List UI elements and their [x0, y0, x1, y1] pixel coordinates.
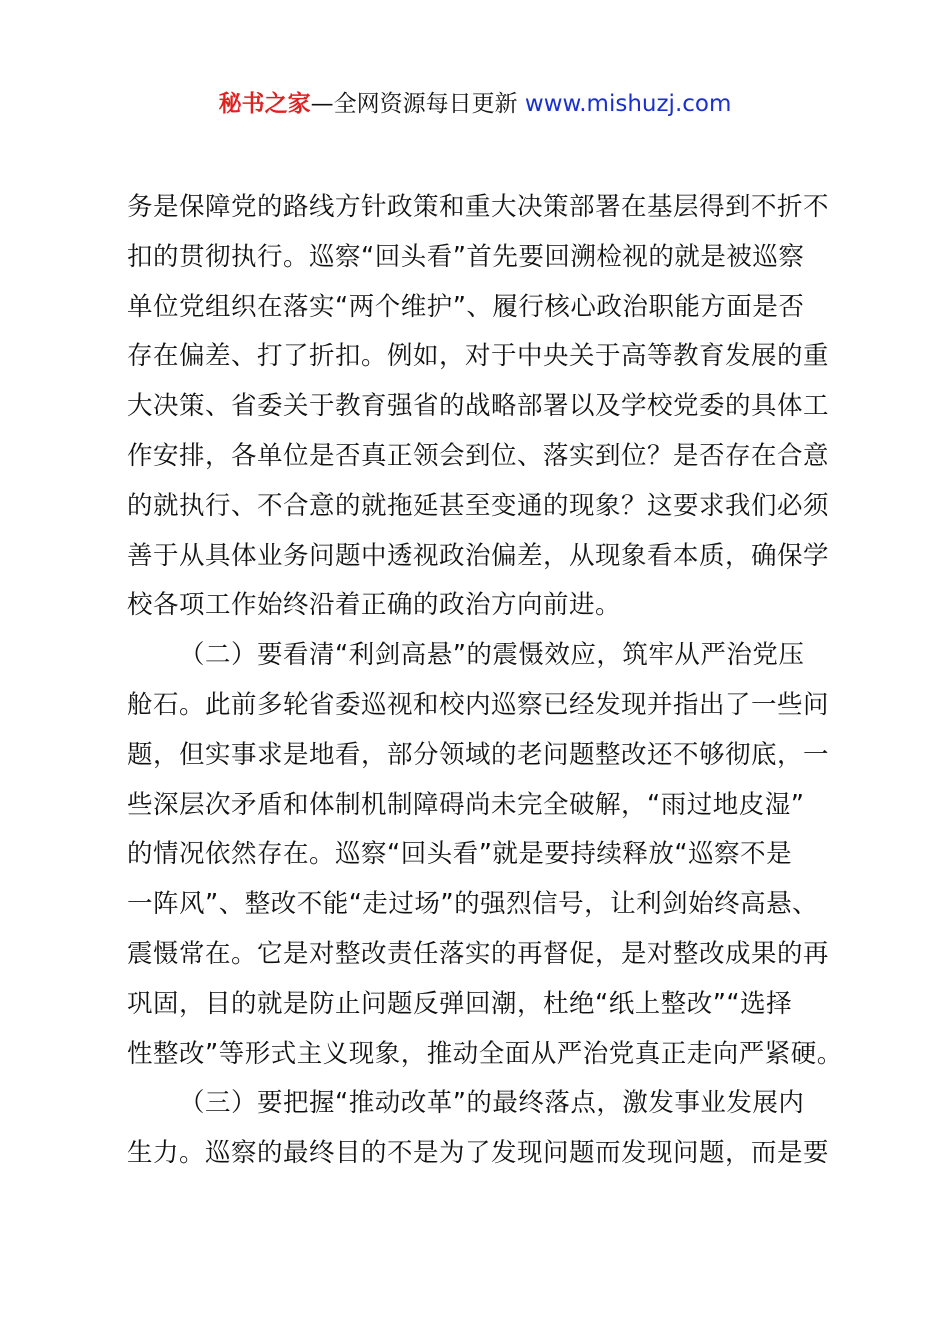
paragraph-1 [127, 183, 847, 631]
website-link[interactable]: www.mishuzj.com [524, 91, 732, 117]
text-line: 舱石。此前多轮省委巡视和校内巡察已经发现并指出了一些问 [127, 689, 830, 720]
text-line: 震慑常在。它是对整改责任落实的再督促，是对整改成果的再 [127, 938, 830, 969]
header-slogan: —全网资源每日更新 [310, 91, 518, 117]
page-header [0, 88, 950, 120]
text-line: 巩固，目的就是防止问题反弹回潮，杜绝“纸上整改”“选择 [127, 988, 793, 1019]
text-line: 作安排，各单位是否真正领会到位、落实到位？是否存在合意 [127, 440, 830, 471]
text-line: （三）要把握“推动改革”的最终落点，激发事业发展内 [179, 1088, 805, 1119]
text-line: 一阵风”、整改不能“走过场”的强烈信号，让利剑始终高悬、 [127, 889, 819, 920]
text-line: 的情况依然存在。巡察“回头看”就是要持续释放“巡察不是 [127, 839, 793, 870]
text-line: （二）要看清“利剑高悬”的震慑效应，筑牢从严治党压 [179, 640, 805, 671]
text-line: 扣的贯彻执行。巡察“回头看”首先要回溯检视的就是被巡察 [127, 241, 805, 272]
document-body [127, 183, 847, 1179]
text-line: 题，但实事求是地看，部分领域的老问题整改还不够彻底，一 [127, 739, 830, 770]
paragraph-2 [127, 631, 847, 1079]
text-line: 的就执行、不合意的就拖延甚至变通的现象？这要求我们必须 [127, 490, 830, 521]
text-line: 存在偏差、打了折扣。例如，对于中央关于高等教育发展的重 [127, 341, 830, 372]
text-line: 大决策、省委关于教育强省的战略部署以及学校党委的具体工 [127, 391, 830, 422]
brand-name: 秘书之家 [218, 91, 311, 117]
text-line: 性整改”等形式主义现象，推动全面从严治党真正走向严紧硬。 [127, 1038, 843, 1069]
text-line: 单位党组织在落实“两个维护”、履行核心政治职能方面是否 [127, 291, 805, 322]
text-line: 些深层次矛盾和体制机制障碍尚未完全破解，“雨过地皮湿” [127, 789, 805, 820]
text-line: 务是保障党的路线方针政策和重大决策部署在基层得到不折不 [127, 192, 830, 222]
paragraph-3 [127, 1079, 847, 1179]
text-line: 生力。巡察的最终目的不是为了发现问题而发现问题，而是要 [127, 1138, 830, 1169]
text-line: 校各项工作始终沿着正确的政治方向前进。 [127, 590, 622, 621]
text-line: 善于从具体业务问题中透视政治偏差，从现象看本质，确保学 [127, 540, 830, 571]
